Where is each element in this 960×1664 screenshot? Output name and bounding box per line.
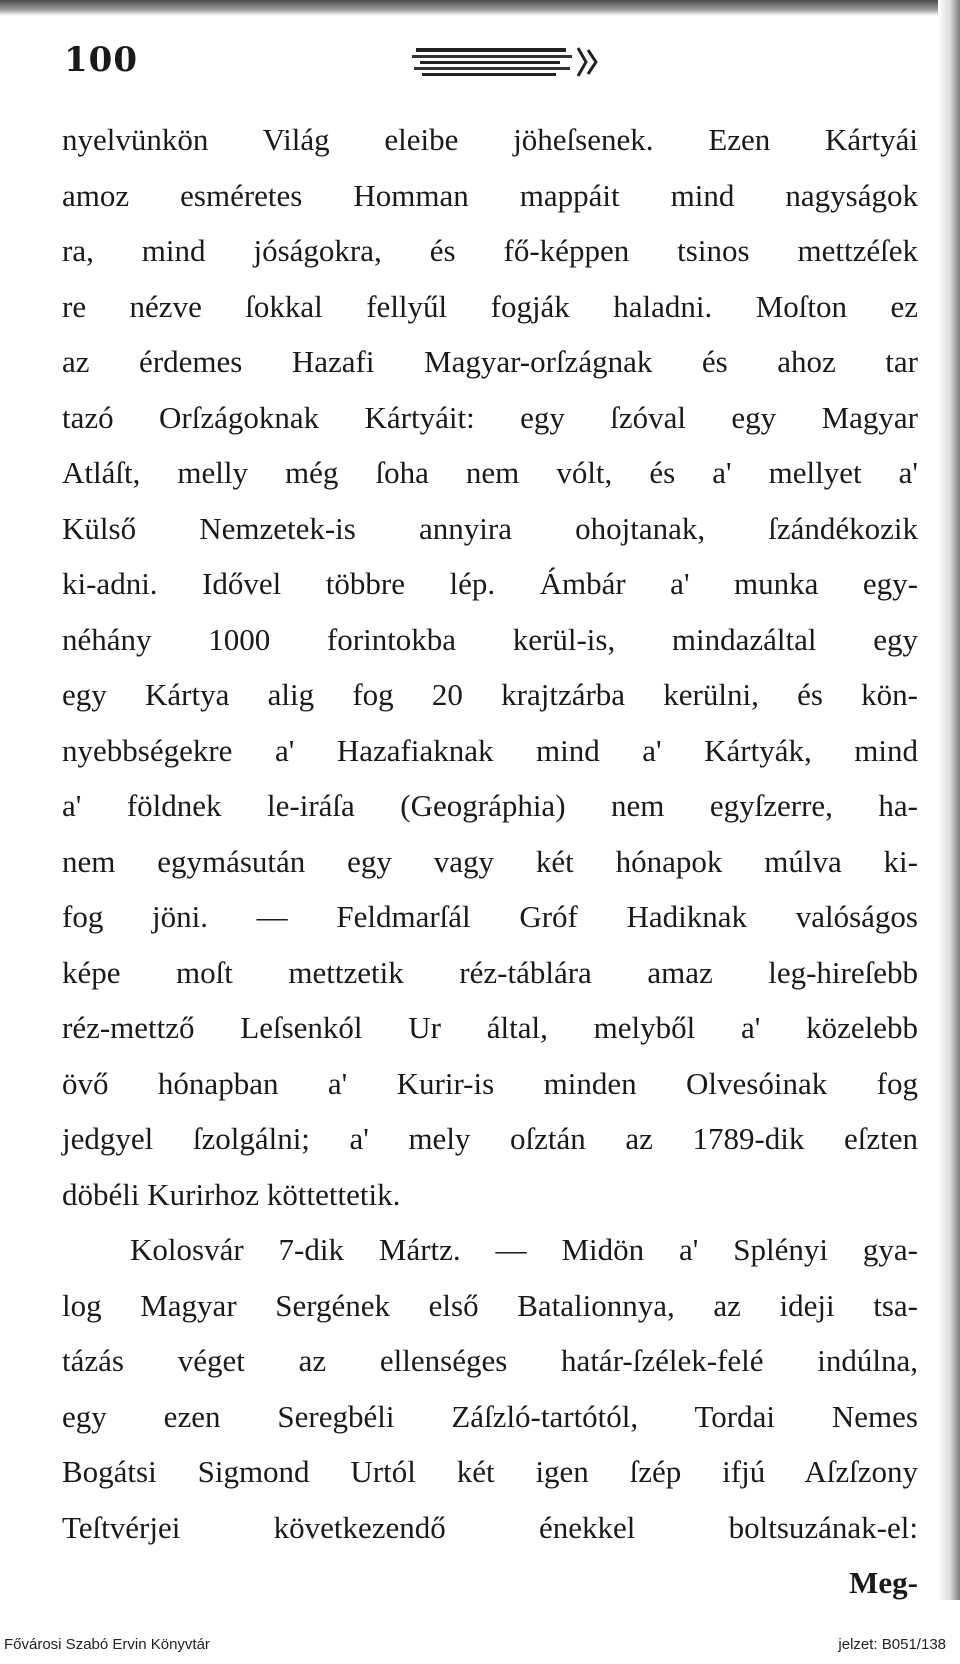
text-line: képe moſt mettzetik réz-táblára amaz leg-hireſebb	[62, 954, 918, 990]
text-line: re nézve ſokkal fellyűl fogják haladni. Moſton ez	[62, 288, 918, 324]
text-line: néhány 1000 forintokba kerül-is, mindazáltal egy	[62, 621, 918, 657]
text-line: egy Kártya alig fog 20 krajtzárba kerülni, és kön-	[62, 677, 918, 712]
catchword: Meg-	[849, 1565, 918, 1600]
header-ornament	[410, 44, 610, 80]
text-line: az érdemes Hazafi Magyar-orſzágnak és ahoz tar	[62, 344, 918, 379]
scan-top-edge	[0, 0, 960, 16]
text-line: réz-mettző Leſsenkól Ur által, melyből a' közelebb	[62, 1010, 918, 1045]
text-line: nem egymásután egy vagy két hónapok múlva ki-	[62, 843, 918, 879]
text-line: jedgyel ſzolgálni; a' mely oſztán az 1789-dik eſzten	[62, 1121, 918, 1156]
text-line: nyebbségekre a' Hazafiaknak mind a' Kártyák, mind	[62, 732, 918, 768]
text-line: övő hónapban a' Kurir-is minden Olvesóinak fog	[62, 1065, 918, 1101]
text-line: döbéli Kurirhoz köttettetik.	[62, 1176, 401, 1212]
text-line: log Magyar Sergének első Batalionnya, az ideji tsa-	[62, 1287, 918, 1323]
text-line: Atláſt, melly még ſoha nem vólt, és a' mellyet a'	[62, 455, 918, 490]
text-line: a' földnek le-iráſa (Geográphia) nem egyſzerre, ha-	[62, 788, 918, 823]
text-line: Bogátsi Sigmond Urtól két igen ſzép ifjú Aſzſzony	[62, 1454, 918, 1489]
text-line: tazó Orſzágoknak Kártyáit: egy ſzóval egy Magyar	[62, 399, 918, 435]
library-credit: Fővárosi Szabó Ervin Könyvtár	[4, 1636, 210, 1653]
text-line: Teſtvérjei következendő énekkel boltsuzának-el:	[62, 1509, 918, 1545]
text-line: nyelvünkön Világ eleibe jöheſsenek. Ezen Kártyái	[62, 122, 918, 157]
shelfmark: jelzet: B051/138	[838, 1636, 946, 1653]
text-line: amoz esméretes Homman mappáit mind nagyságok	[62, 177, 918, 213]
scan-right-edge	[938, 0, 960, 1600]
text-line: ra, mind jóságokra, és fő-képpen tsinos mettzéſek	[62, 233, 918, 268]
text-line: egy ezen Seregbéli Záſzló-tartótól, Tordai Nemes	[62, 1398, 918, 1434]
text-line: fog jöni. — Feldmarſál Gróf Hadiknak valóságos	[62, 899, 918, 934]
text-line: Kolosvár 7-dik Mártz. — Midön a' Splényi gya-	[130, 1232, 918, 1267]
text-line: Külső Nemzetek-is annyira ohojtanak, ſzándékozik	[62, 510, 918, 546]
page-number: 100	[64, 40, 138, 80]
body-text	[62, 112, 918, 1611]
text-line: ki-adni. Idővel többre lép. Ámbár a' munka egy-	[62, 566, 918, 601]
text-line: tázás véget az ellenséges határ-ſzélek-felé indúlna,	[62, 1343, 918, 1378]
